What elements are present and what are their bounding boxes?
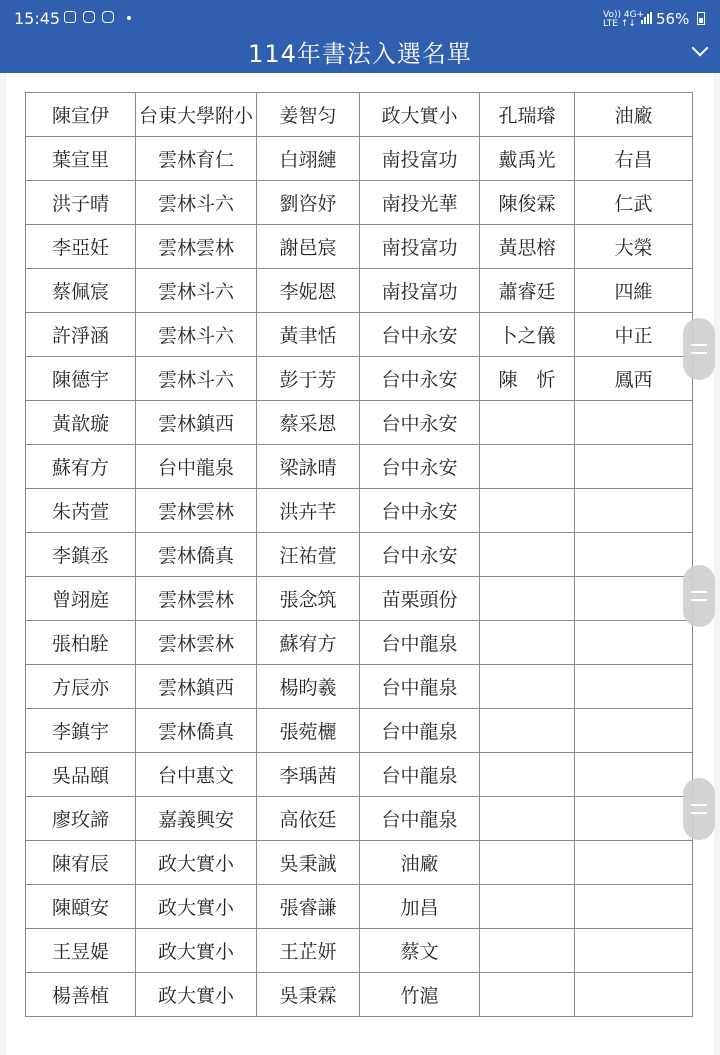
school-name-cell: 南投富功 <box>360 225 480 269</box>
school-name-cell: 台中龍泉 <box>360 797 480 841</box>
table-row <box>26 709 693 753</box>
student-name-cell: 陳宥辰 <box>26 841 136 885</box>
school-name-cell: 右昌 <box>575 137 693 181</box>
table-row <box>26 577 693 621</box>
student-name-cell <box>480 753 575 797</box>
school-name-cell: 政大實小 <box>360 93 480 137</box>
school-name-cell: 台中龍泉 <box>360 709 480 753</box>
student-name-cell: 黃聿恬 <box>257 313 360 357</box>
table-row <box>26 929 693 973</box>
school-name-cell: 台中永安 <box>360 533 480 577</box>
school-name-cell: 蔡文 <box>360 929 480 973</box>
school-name-cell: 政大實小 <box>136 841 257 885</box>
scroll-handle[interactable] <box>683 318 715 380</box>
school-name-cell <box>575 885 693 929</box>
student-name-cell: 楊昀羲 <box>257 665 360 709</box>
table-row <box>26 797 693 841</box>
school-name-cell: 雲林雲林 <box>136 489 257 533</box>
table-row <box>26 313 693 357</box>
student-name-cell: 蘇宥方 <box>26 445 136 489</box>
table-row <box>26 445 693 489</box>
school-name-cell: 油廠 <box>575 93 693 137</box>
school-name-cell: 台中永安 <box>360 401 480 445</box>
student-name-cell: 彭于芳 <box>257 357 360 401</box>
school-name-cell: 雲林僑真 <box>136 709 257 753</box>
school-name-cell <box>575 621 693 665</box>
school-name-cell: 台中惠文 <box>136 753 257 797</box>
table-row <box>26 401 693 445</box>
school-name-cell <box>575 753 693 797</box>
scroll-handle[interactable] <box>683 778 715 840</box>
table-row <box>26 137 693 181</box>
network-type: Vo)) 4G+ <box>603 10 645 20</box>
student-name-cell: 高依廷 <box>257 797 360 841</box>
student-name-cell: 劉咨妤 <box>257 181 360 225</box>
school-name-cell <box>575 489 693 533</box>
school-name-cell <box>575 797 693 841</box>
table-row <box>26 181 693 225</box>
student-name-cell: 李亞妊 <box>26 225 136 269</box>
student-name-cell: 陳俊霖 <box>480 181 575 225</box>
school-name-cell: 雲林僑真 <box>136 533 257 577</box>
school-name-cell <box>575 841 693 885</box>
student-name-cell: 許淨涵 <box>26 313 136 357</box>
student-name-cell: 吳秉霖 <box>257 973 360 1017</box>
student-name-cell: 姜智匀 <box>257 93 360 137</box>
student-name-cell: 張柏駩 <box>26 621 136 665</box>
student-name-cell: 葉宣里 <box>26 137 136 181</box>
table-row <box>26 533 693 577</box>
student-name-cell: 廖玫諦 <box>26 797 136 841</box>
student-name-cell <box>480 797 575 841</box>
student-name-cell <box>480 401 575 445</box>
student-name-cell: 黃思榕 <box>480 225 575 269</box>
table-row <box>26 621 693 665</box>
school-name-cell: 雲林斗六 <box>136 313 257 357</box>
school-name-cell: 雲林斗六 <box>136 269 257 313</box>
student-name-cell: 陳頤安 <box>26 885 136 929</box>
school-name-cell: 台中龍泉 <box>360 665 480 709</box>
signal-icon <box>641 12 652 24</box>
table-row <box>26 841 693 885</box>
instagram-icon <box>83 11 95 23</box>
table-row <box>26 489 693 533</box>
student-name-cell <box>480 709 575 753</box>
status-bar <box>0 0 720 36</box>
school-name-cell: 雲林育仁 <box>136 137 257 181</box>
student-name-cell <box>480 841 575 885</box>
student-name-cell: 蔡采恩 <box>257 401 360 445</box>
network-lte: LTE ↑↓ <box>603 19 636 29</box>
instagram-icon <box>102 11 114 23</box>
school-name-cell: 政大實小 <box>136 885 257 929</box>
table-row <box>26 269 693 313</box>
student-name-cell: 謝邑宸 <box>257 225 360 269</box>
student-name-cell <box>480 973 575 1017</box>
student-name-cell <box>480 445 575 489</box>
student-name-cell: 蔡佩宸 <box>26 269 136 313</box>
table-row <box>26 357 693 401</box>
school-name-cell: 中正 <box>575 313 693 357</box>
student-name-cell: 李瑀茜 <box>257 753 360 797</box>
battery-icon <box>697 12 705 25</box>
school-name-cell <box>575 665 693 709</box>
page-title: 114年書法入選名單 <box>248 40 472 68</box>
student-name-cell: 王昱媞 <box>26 929 136 973</box>
student-name-cell: 陳宣伊 <box>26 93 136 137</box>
award-list-table <box>25 92 693 1017</box>
school-name-cell: 雲林雲林 <box>136 225 257 269</box>
school-name-cell: 南投富功 <box>360 269 480 313</box>
school-name-cell: 雲林斗六 <box>136 357 257 401</box>
school-name-cell: 雲林鎮西 <box>136 401 257 445</box>
student-name-cell: 張念筑 <box>257 577 360 621</box>
student-name-cell: 陳 忻 <box>480 357 575 401</box>
student-name-cell: 戴禹光 <box>480 137 575 181</box>
student-name-cell <box>480 885 575 929</box>
school-name-cell: 雲林雲林 <box>136 621 257 665</box>
student-name-cell: 李妮恩 <box>257 269 360 313</box>
student-name-cell <box>480 621 575 665</box>
school-name-cell: 鳳西 <box>575 357 693 401</box>
student-name-cell: 陳德宇 <box>26 357 136 401</box>
school-name-cell <box>575 533 693 577</box>
school-name-cell: 仁武 <box>575 181 693 225</box>
school-name-cell: 四維 <box>575 269 693 313</box>
school-name-cell: 嘉義興安 <box>136 797 257 841</box>
school-name-cell <box>575 973 693 1017</box>
school-name-cell <box>575 929 693 973</box>
school-name-cell <box>575 401 693 445</box>
student-name-cell: 黃歆璇 <box>26 401 136 445</box>
school-name-cell: 台東大學附小 <box>136 93 257 137</box>
student-name-cell: 曾翊庭 <box>26 577 136 621</box>
student-name-cell: 王芷妍 <box>257 929 360 973</box>
student-name-cell: 卜之儀 <box>480 313 575 357</box>
school-name-cell: 雲林雲林 <box>136 577 257 621</box>
student-name-cell: 梁詠晴 <box>257 445 360 489</box>
school-name-cell <box>575 445 693 489</box>
notification-dot-icon <box>127 16 131 20</box>
school-name-cell: 竹滬 <box>360 973 480 1017</box>
student-name-cell <box>480 577 575 621</box>
school-name-cell: 南投光華 <box>360 181 480 225</box>
student-name-cell: 吳秉誠 <box>257 841 360 885</box>
student-name-cell: 方辰亦 <box>26 665 136 709</box>
student-name-cell: 張菀欐 <box>257 709 360 753</box>
school-name-cell: 加昌 <box>360 885 480 929</box>
student-name-cell: 李鎮宇 <box>26 709 136 753</box>
student-name-cell: 洪子晴 <box>26 181 136 225</box>
student-name-cell: 張睿謙 <box>257 885 360 929</box>
school-name-cell: 政大實小 <box>136 973 257 1017</box>
school-name-cell: 台中龍泉 <box>360 621 480 665</box>
student-name-cell: 李鎮丞 <box>26 533 136 577</box>
school-name-cell: 台中永安 <box>360 313 480 357</box>
school-name-cell: 台中龍泉 <box>136 445 257 489</box>
student-name-cell: 朱芮萱 <box>26 489 136 533</box>
table-row <box>26 753 693 797</box>
student-name-cell <box>480 533 575 577</box>
battery-level: 56% <box>656 10 690 28</box>
school-name-cell: 苗栗頭份 <box>360 577 480 621</box>
header <box>0 36 720 73</box>
student-name-cell: 蕭睿廷 <box>480 269 575 313</box>
table-row <box>26 225 693 269</box>
school-name-cell: 政大實小 <box>136 929 257 973</box>
gallery-icon <box>64 11 76 23</box>
student-name-cell <box>480 929 575 973</box>
student-name-cell: 楊善植 <box>26 973 136 1017</box>
student-name-cell: 吳品頤 <box>26 753 136 797</box>
school-name-cell: 雲林斗六 <box>136 181 257 225</box>
table-row <box>26 973 693 1017</box>
school-name-cell: 台中永安 <box>360 445 480 489</box>
school-name-cell: 台中永安 <box>360 489 480 533</box>
school-name-cell: 南投富功 <box>360 137 480 181</box>
school-name-cell: 雲林鎮西 <box>136 665 257 709</box>
scroll-handle[interactable] <box>683 565 715 627</box>
student-name-cell: 白翊縺 <box>257 137 360 181</box>
status-time: 15:45 <box>14 9 61 28</box>
student-name-cell: 洪卉芊 <box>257 489 360 533</box>
student-name-cell <box>480 665 575 709</box>
student-name-cell <box>480 489 575 533</box>
student-name-cell: 汪祐萱 <box>257 533 360 577</box>
student-name-cell: 孔瑞璿 <box>480 93 575 137</box>
school-name-cell: 台中龍泉 <box>360 753 480 797</box>
student-name-cell: 蘇宥方 <box>257 621 360 665</box>
school-name-cell: 台中永安 <box>360 357 480 401</box>
table-row <box>26 93 693 137</box>
school-name-cell: 油廠 <box>360 841 480 885</box>
school-name-cell <box>575 577 693 621</box>
table-row <box>26 885 693 929</box>
table-row <box>26 665 693 709</box>
school-name-cell: 大榮 <box>575 225 693 269</box>
school-name-cell <box>575 709 693 753</box>
